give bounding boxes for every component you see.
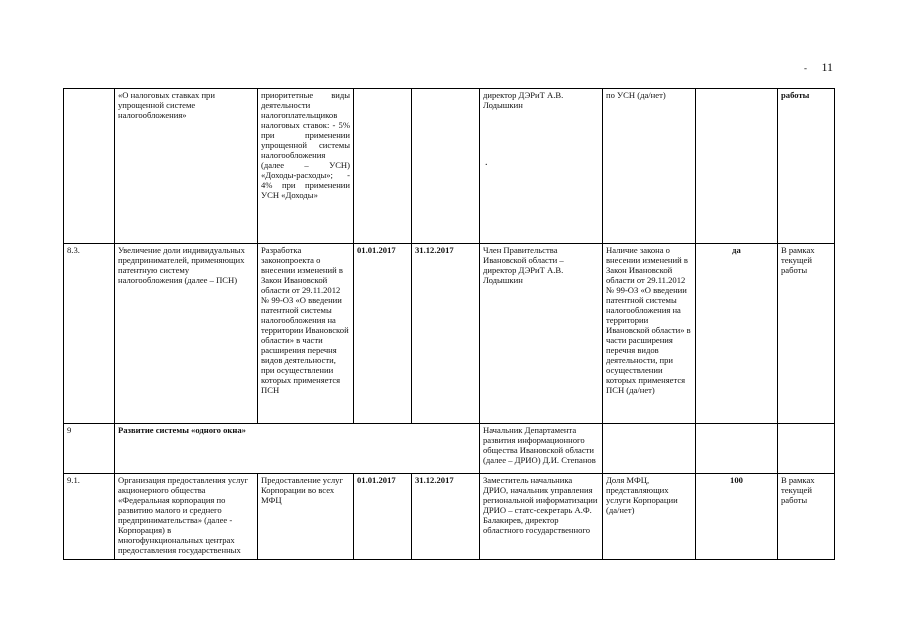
indicator xyxy=(603,424,696,474)
target-value xyxy=(696,89,778,244)
stray-mark: . xyxy=(485,157,488,168)
end-date xyxy=(412,89,480,244)
row-number: 9 xyxy=(64,424,115,474)
table-row xyxy=(64,474,835,560)
table-row xyxy=(64,244,835,424)
row-number xyxy=(64,89,115,244)
table-row xyxy=(64,424,835,474)
note xyxy=(778,424,835,474)
note: В рамках текущей работы xyxy=(778,474,835,560)
row-number: 8.3. xyxy=(64,244,115,424)
end-date: 31.12.2017 xyxy=(412,474,480,560)
indicator: Наличие закона о внесении изменений в Закон Ивановской области от 29.11.2012 № 99-ОЗ «О введении патентной системы налогообложения на территории Ивановской области» в части расширения перечня видов деятельности, при осуществлении которых применяется ПСН (да/нет) xyxy=(603,244,696,424)
event-description: приоритетные виды деятельности налогоплательщиков налоговых ставок: - 5% при применении упрощенной системы налогообложения (далее – УСН) «Доходы-расходы»; - 4% при применении УСН «Доходы» xyxy=(258,89,354,244)
measure-name: Увеличение доли индивидуальных предпринимателей, применяющих патентную систему налогообложения (далее – ПСН) xyxy=(115,244,258,424)
responsible-cell xyxy=(480,89,603,244)
table-row xyxy=(64,89,835,244)
event-description: Разработка законопроекта о внесении изменений в Закон Ивановской области от 29.11.2012 № 99-ОЗ «О введении патентной системы налогообложения на территории Ивановской области» в части расширения перечня видов деятельности, при осуществлении которых применяется ПСН xyxy=(258,244,354,424)
target-value: 100 xyxy=(696,474,778,560)
target-value xyxy=(696,424,778,474)
responsible: директор ДЭРиТ А.В. Лодышкин xyxy=(483,90,564,110)
indicator: Доля МФЦ, представляющих услуги Корпорации (да/нет) xyxy=(603,474,696,560)
section-title: Развитие системы «одного окна» xyxy=(115,424,480,474)
responsible: Член Правительства Ивановской области – директор ДЭРиТ А.В. Лодышкин xyxy=(480,244,603,424)
start-date xyxy=(354,89,412,244)
indicator: по УСН (да/нет) xyxy=(603,89,696,244)
target-value: да xyxy=(696,244,778,424)
plan-table xyxy=(63,88,835,560)
start-date: 01.01.2017 xyxy=(354,244,412,424)
responsible: Начальник Департамента развития информационного общества Ивановской области (далее – ДРИО) Д.И. Степанов xyxy=(480,424,603,474)
responsible: Заместитель начальника ДРИО, начальник управления региональной информатизации ДРИО – статс-секретарь А.Ф. Балакирев, директор областного государственного xyxy=(480,474,603,560)
note: работы xyxy=(778,89,835,244)
end-date: 31.12.2017 xyxy=(412,244,480,424)
note: В рамках текущей работы xyxy=(778,244,835,424)
page-number: 11 xyxy=(821,60,833,74)
event-description: Предоставление услуг Корпорации во всех МФЦ xyxy=(258,474,354,560)
start-date: 01.01.2017 xyxy=(354,474,412,560)
row-number: 9.1. xyxy=(64,474,115,560)
page-mark: - xyxy=(804,63,807,73)
measure-name: Организация предоставления услуг акционерного общества «Федеральная корпорация по развитию малого и среднего предпринимательства» (далее - Корпорация) в многофункциональных центрах предоставления государственных xyxy=(115,474,258,560)
measure-name: «О налоговых ставках при упрощенной системе налогообложения» xyxy=(115,89,258,244)
